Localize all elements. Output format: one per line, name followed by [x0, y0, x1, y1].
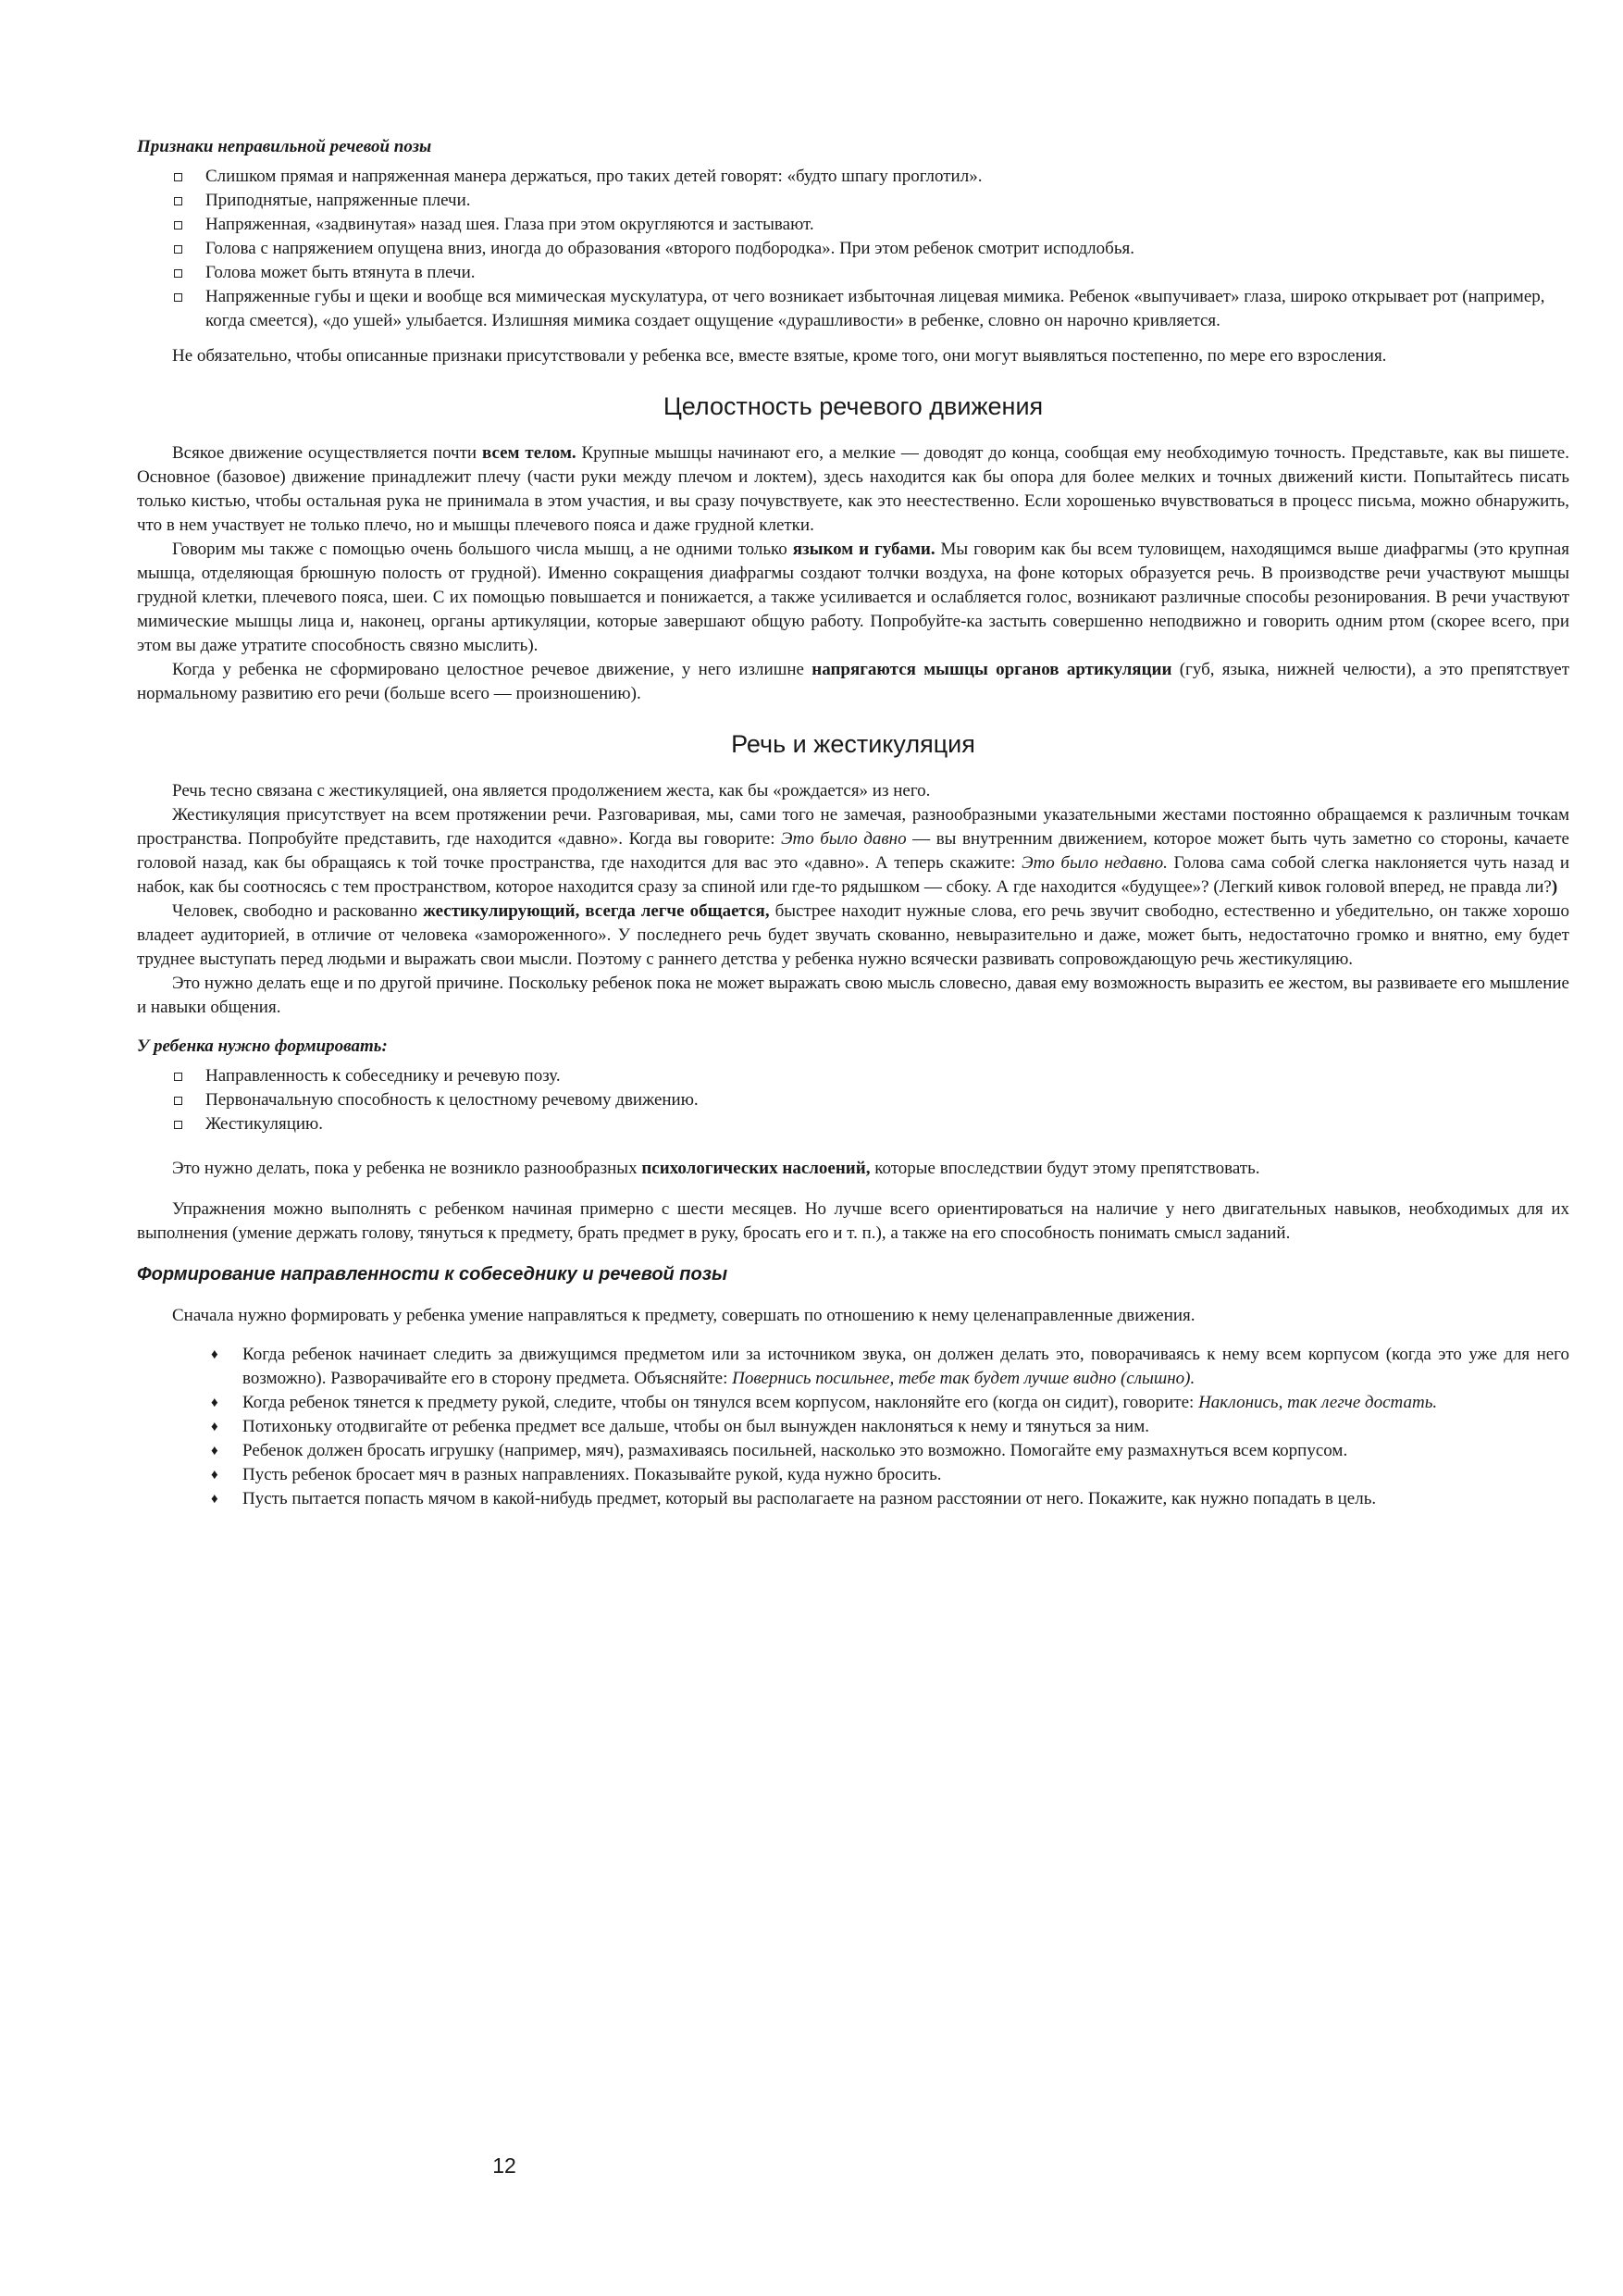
list-item: Напряженная, «задвинутая» назад шея. Глаза при этом округляются и застывают.: [174, 213, 1569, 237]
text-run: Когда ребенок тянется к предмету рукой, следите, чтобы он тянулся всем корпусом, наклоняйте его (когда он сидит), говорите:: [242, 1393, 1199, 1412]
list-item: [211, 1487, 1569, 1511]
list-item: Направленность к собеседнику и речевую позу.: [174, 1064, 1569, 1088]
subheading-to-form: У ребенка нужно формировать:: [137, 1036, 388, 1056]
list-item: Жестикуляцию.: [174, 1112, 1569, 1136]
list-item: [211, 1439, 1569, 1463]
document-page: [137, 137, 1569, 1511]
paragraph: Речь тесно связана с жестикуляцией, она является продолжением жеста, как бы «рождается» из него.: [172, 781, 931, 800]
paragraph: Не обязательно, чтобы описанные признаки присутствовали у ребенка все, вместе взятые, кроме того, они могут выявляться постепенно, по мере его взросления.: [172, 346, 1387, 366]
text-run: Жестикуляция присутствует на всем протяжении речи. Разговаривая, мы, сами того не замечая, разнообразными указательными жестами постоянно обращаемся к различным точкам пространства. Попробуйте представить, где находится «давно». Когда вы говорите:: [137, 805, 1569, 849]
section-heading-integrity: Целостность речевого движения: [663, 392, 1044, 420]
list-item: Первоначальную способность к целостному речевому движению.: [174, 1088, 1569, 1112]
bold-text: всем телом.: [481, 443, 576, 463]
italic-text: Наклонись, так легче достать.: [1198, 1393, 1438, 1412]
italic-text: Это было давно: [781, 829, 907, 849]
list-item: [211, 1343, 1569, 1391]
list-wrong-posture: [137, 165, 1569, 333]
list-item: Слишком прямая и напряженная манера держаться, про таких детей говорят: «будто шпагу проглотил».: [174, 165, 1569, 189]
page-number: 12: [492, 2153, 516, 2178]
list-item: Голова с напряжением опущена вниз, иногда до образования «второго подбородка». При этом ребенок смотрит исподлобья.: [174, 237, 1569, 261]
text-run: которые впоследствии будут этому препятствовать.: [870, 1159, 1260, 1178]
text-run: Человек, свободно и раскованно: [172, 901, 424, 921]
paragraph: [137, 803, 1569, 900]
italic-text: Повернись посильнее, тебе так будет лучше видно (слышно).: [732, 1369, 1196, 1388]
text-run: Когда ребенок начинает следить за движущимся предметом или за источником звука, он должен делать это, поворачиваясь к нему всем корпусом (когда это уже для него возможно). Разворачивайте его в сторону предмета. Объясняйте:: [242, 1345, 1569, 1388]
text-run: Пусть ребенок бросает мяч в разных направлениях. Показывайте рукой, куда нужно бросить.: [242, 1465, 942, 1484]
bold-text: жестикулирующий, всегда легче общается,: [423, 901, 770, 921]
text-run: Голова сама собой слегка наклоняется чуть назад и набок, как бы соотносясь с тем пространством, которое находится сразу за спиной или где-то рядышком — сбоку. А где находится «будущее»? (Легкий кивок головой вперед, не правда ли?: [137, 853, 1569, 897]
list-item: [211, 1415, 1569, 1439]
bold-text: ): [1551, 877, 1558, 897]
paragraph: [137, 900, 1569, 972]
text-run: Всякое движение осуществляется почти: [172, 443, 482, 463]
list-to-form: [137, 1064, 1569, 1136]
paragraph: [137, 441, 1569, 538]
text-run: Когда у ребенка не сформировано целостное речевое движение, у него излишне: [172, 660, 812, 679]
list-item: Голова может быть втянута в плечи.: [174, 261, 1569, 285]
bold-text: психологических наслоений,: [641, 1159, 871, 1178]
text-run: (губ, языка, нижней челюсти), а это препятствует нормальному развитию его речи (больше всего — произношению).: [137, 660, 1570, 703]
paragraph: Сначала нужно формировать у ребенка умение направляться к предмету, совершать по отношению к нему целенаправленные движения.: [172, 1306, 1196, 1325]
text-run: Мы говорим как бы всем туловищем, находящимся выше диафрагмы (это крупная мышца, отделяющая брюшную полость от грудной). Именно сокращения диафрагмы создают толчки воздуха, на фоне которых образуется речь. В производстве речи участвуют мышцы грудной клетки, плечевого пояса, шеи. С их помощью повышается и понижается, а также усиливается и ослабляется голос, возникают различные способы резонирования. В речи участвуют мимические мышцы лица и, наконец, органы артикуляции, которые завершают общую работу. Попробуйте-ка застыть совершенно неподвижно и говорить одним ртом (скорее всего, при этом вы даже утратите способность связно мыслить).: [137, 540, 1569, 655]
list-exercises: [137, 1343, 1569, 1511]
text-run: Это нужно делать, пока у ребенка не возникло разнообразных: [172, 1159, 642, 1178]
paragraph: Это нужно делать еще и по другой причине. Поскольку ребенок пока не может выражать свою мысль словесно, давая ему возможность выразить ее жестом, вы развиваете его мышление и навыки общения.: [137, 974, 1569, 1017]
text-run: Потихоньку отодвигайте от ребенка предмет все дальше, чтобы он был вынужден наклоняться к нему и тянуться за ним.: [242, 1417, 1150, 1436]
list-item: Приподнятые, напряженные плечи.: [174, 189, 1569, 213]
text-run: Крупные мышцы начинают его, а мелкие — доводят до конца, сообщая ему необходимую точность. Представьте, как вы пишете. Основное (базовое) движение принадлежит плечу (части руки между плечом и локтем), здесь находится как бы опора для более мелких и точных движений кисти. Попытайтесь писать только кистью, чтобы остальная рука не принимала в этом участия, и вы сразу почувствуете, как это неестественно. Если хорошенько вчувствоваться в процесс письма, можно обнаружить, что в нем участвует не только плечо, но и мышцы плечевого пояса и даже грудной клетки.: [137, 443, 1569, 535]
bold-text: напрягаются мышцы органов артикуляции: [812, 660, 1172, 679]
text-run: — вы внутренним движением, которое может быть чуть заметно со стороны, качаете головой назад, как бы обращаясь к той точке пространства, где находится для вас это «давно». А теперь скажите:: [137, 829, 1569, 873]
list-item: [211, 1463, 1569, 1487]
text-run: Пусть пытается попасть мячом в какой-нибудь предмет, который вы располагаете на разном расстоянии от него. Покажите, как нужно попадать в цель.: [242, 1489, 1377, 1508]
section-heading-direction: Формирование направленности к собеседнику и речевой позы: [137, 1264, 728, 1285]
text-run: быстрее находит нужные слова, его речь звучит свободно, естественно и убедительно, он также хорошо владеет аудиторией, в отличие от человека «замороженного». У последнего речь будет звучать скованно, невыразительно и даже, может быть, недостаточно громко и внятно, ему будет труднее выступать перед людьми и выражать свои мысли. Поэтому с раннего детства у ребенка нужно всячески развивать сопровождающую речь жестикуляцию.: [137, 901, 1569, 969]
text-run: Говорим мы также с помощью очень большого числа мышц, а не одними только: [172, 540, 793, 559]
text-run: Ребенок должен бросать игрушку (например, мяч), размахиваясь посильней, насколько это возможно. Помогайте ему размахнуться всем корпусом.: [242, 1441, 1348, 1460]
paragraph: [137, 538, 1569, 658]
italic-text: Это было недавно.: [1022, 853, 1168, 873]
paragraph: Упражнения можно выполнять с ребенком начиная примерно с шести месяцев. Но лучше всего ориентироваться на наличие у него двигательных навыков, необходимых для их выполнения (умение держать голову, тянуться к предмету, брать предмет в руку, бросать его и т. п.), а также на его способность понимать смысл заданий.: [137, 1199, 1569, 1243]
paragraph: [137, 658, 1569, 706]
paragraph: [137, 1157, 1569, 1181]
list-item: [211, 1391, 1569, 1415]
section-heading-gestures: Речь и жестикуляция: [731, 730, 975, 758]
list-item: Напряженные губы и щеки и вообще вся мимическая мускулатура, от чего возникает избыточная лицевая мимика. Ребенок «выпучивает» глаза, широко открывает рот (например, когда смеется), «до ушей» улыбается. Излишняя мимика создает ощущение «дурашливости» в ребенке, словно он нарочно кривляется.: [174, 285, 1569, 333]
bold-text: языком и губами.: [792, 540, 935, 559]
subheading-wrong-posture: Признаки неправильной речевой позы: [137, 137, 432, 156]
